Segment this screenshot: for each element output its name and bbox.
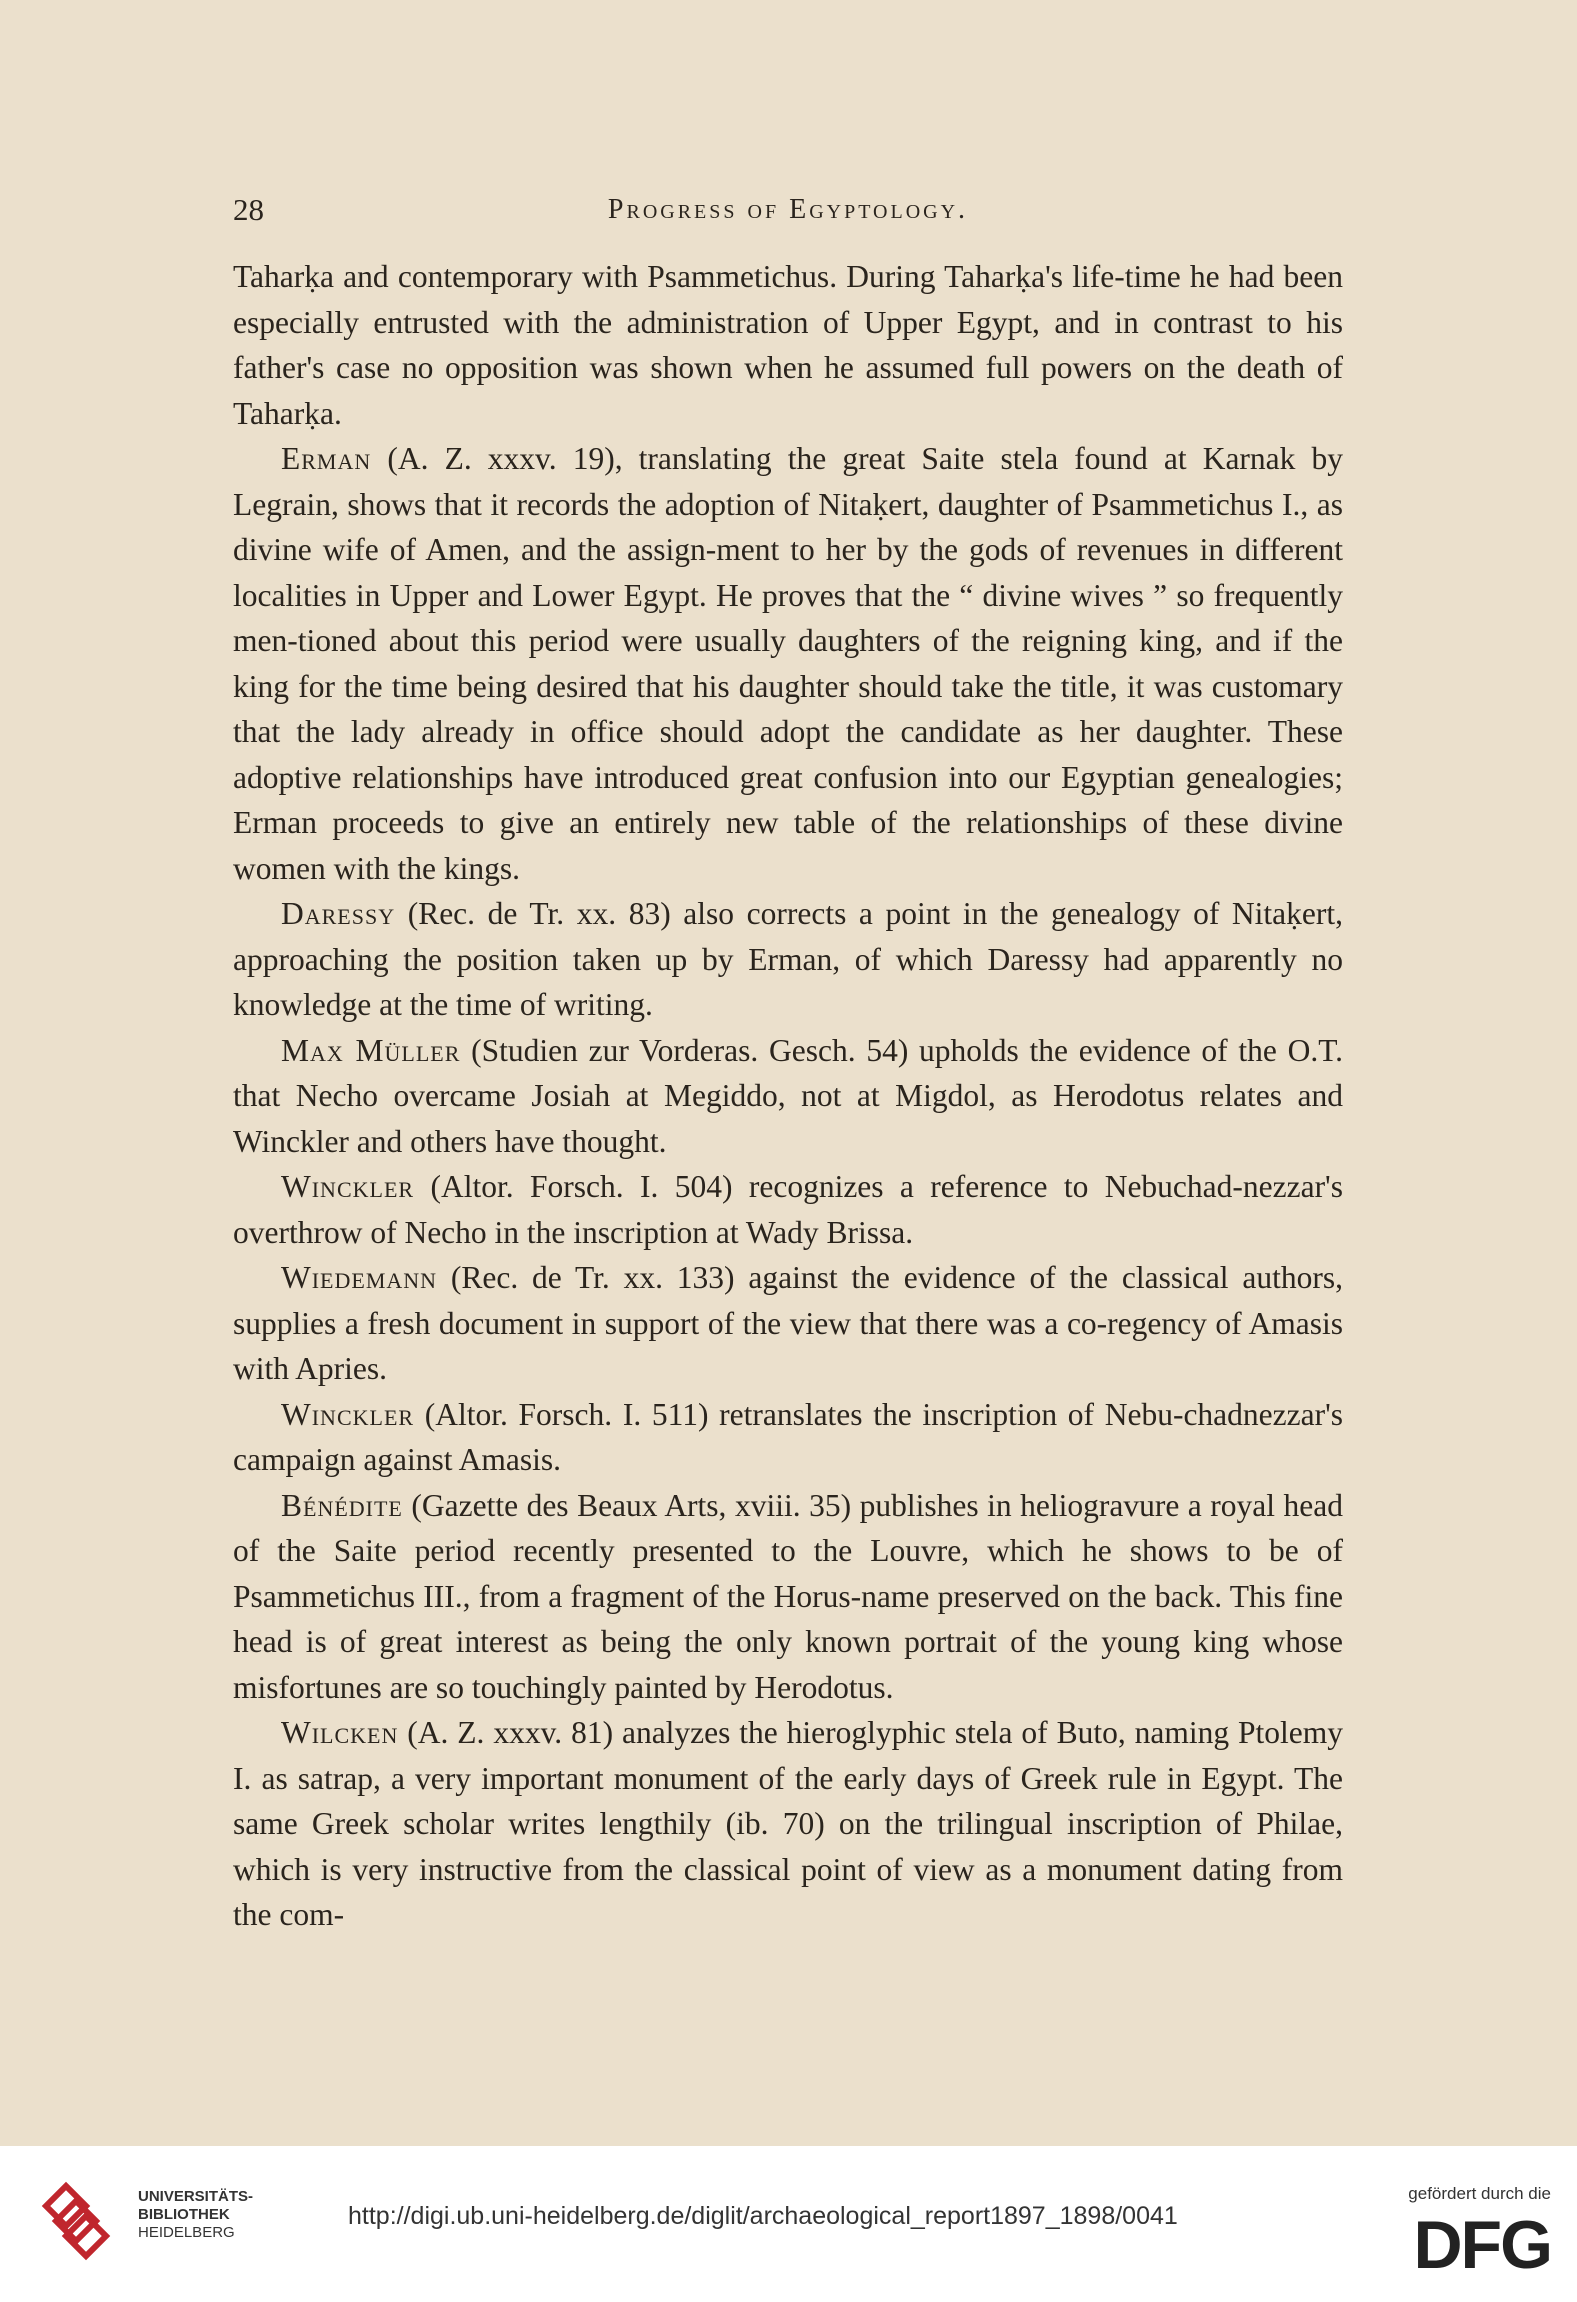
page-header	[233, 188, 1343, 238]
body-text	[233, 254, 1343, 1938]
paragraph	[233, 1483, 1343, 1711]
page-number: 28	[233, 192, 264, 227]
library-name: UNIVERSITÄTS- BIBLIOTHEK HEIDELBERG	[138, 2188, 254, 2241]
paragraph-text: (Rec. de Tr. xx. 83) also corrects a point in the genealogy of Nitaḳert, approaching the position taken up by Erman, of which Daressy had apparently no knowledge at the time of writing.	[233, 896, 1343, 1022]
paragraph	[233, 1710, 1343, 1938]
funding-label: gefördert durch die	[1408, 2184, 1551, 2203]
paragraph	[233, 1392, 1343, 1483]
paragraph-text: (Altor. Forsch. I. 504) recognizes a reference to Nebuchad-nezzar's overthrow of Necho in the inscription at Wady Brissa.	[233, 1169, 1343, 1250]
paragraph-text: (Altor. Forsch. I. 511) retranslates the inscription of Nebu-chadnezzar's campaign against Amasis.	[233, 1396, 1343, 1477]
running-title: Progress of Egyptology.	[607, 194, 969, 225]
paragraph-text: Taharḳa and contemporary with Psammetichus. During Taharḳa's life-time he had been especially entrusted with the administration of Upper Egypt, and in contrast to his father's case no opposition was shown when he assumed full powers on the death of Taharḳa.	[233, 259, 1343, 431]
author-name: Winckler	[281, 1169, 415, 1204]
paragraph-text: (Studien zur Vorderas. Gesch. 54) upholds the evidence of the O.T. that Necho overcame Josiah at Megiddo, not at Migdol, as Herodotus relates and Winckler and others have thought.	[233, 1032, 1343, 1159]
library-logo-icon	[36, 2176, 128, 2268]
paragraph-text: (Gazette des Beaux Arts, xviii. 35) publishes in heliogravure a royal head of the Saite period recently presented to the Louvre, which he shows to be of Psammetichus III., from a fragment of the Horus-name preserved on the back. This fine head is of great interest as being the only known portrait of the young king whose misfortunes are so touchingly painted by Herodotus.	[233, 1487, 1343, 1705]
paragraph-text: (Rec. de Tr. xx. 133) against the evidence of the classical authors, supplies a fresh document in support of the view that there was a co-regency of Amasis with Apries.	[233, 1260, 1343, 1386]
paragraph	[233, 254, 1343, 436]
author-name: Wilcken	[281, 1715, 399, 1750]
dfg-logo: DFG	[1413, 2207, 1551, 2283]
author-name: Erman	[281, 441, 372, 476]
paragraph	[233, 891, 1343, 1028]
viewer-footer	[0, 2146, 1577, 2302]
paragraph	[233, 1164, 1343, 1255]
author-name: Wiedemann	[281, 1260, 438, 1295]
paragraph	[233, 1028, 1343, 1165]
paragraph	[233, 1255, 1343, 1392]
paragraph-text: (A. Z. xxxv. 19), translating the great Saite stela found at Karnak by Legrain, shows that it records the adoption of Nitaḳert, daughter of Psammetichus I., as divine wife of Amen, and the assign-ment to her by the gods of revenues in different localities in Upper and Lower Egypt. He proves that the “ divine wives ” so frequently men-tioned about this period were usually daughters of the reigning king, and if the king for the time being desired that his daughter should take the title, it was customary that the lady already in office should adopt the candidate as her daughter. These adoptive relationships have introduced great confusion into our Egyptian genealogies; Erman proceeds to give an entirely new table of the relationships of these divine women with the kings.	[233, 441, 1343, 886]
permalink[interactable]: http://digi.ub.uni-heidelberg.de/diglit/archaeological_report1897_1898/0041	[348, 2202, 1178, 2230]
paragraph-text: (A. Z. xxxv. 81) analyzes the hieroglyphic stela of Buto, naming Ptolemy I. as satrap, a very important monument of the early days of Greek rule in Egypt. The same Greek scholar writes lengthily (ib. 70) on the trilingual inscription of Philae, which is very instructive from the classical point of view as a monument dating from the com-	[233, 1715, 1343, 1932]
author-name: Winckler	[281, 1396, 415, 1432]
author-name: Bénédite	[281, 1487, 403, 1523]
author-name: Max Müller	[281, 1032, 461, 1068]
author-name: Daressy	[281, 896, 396, 931]
paragraph	[233, 436, 1343, 891]
